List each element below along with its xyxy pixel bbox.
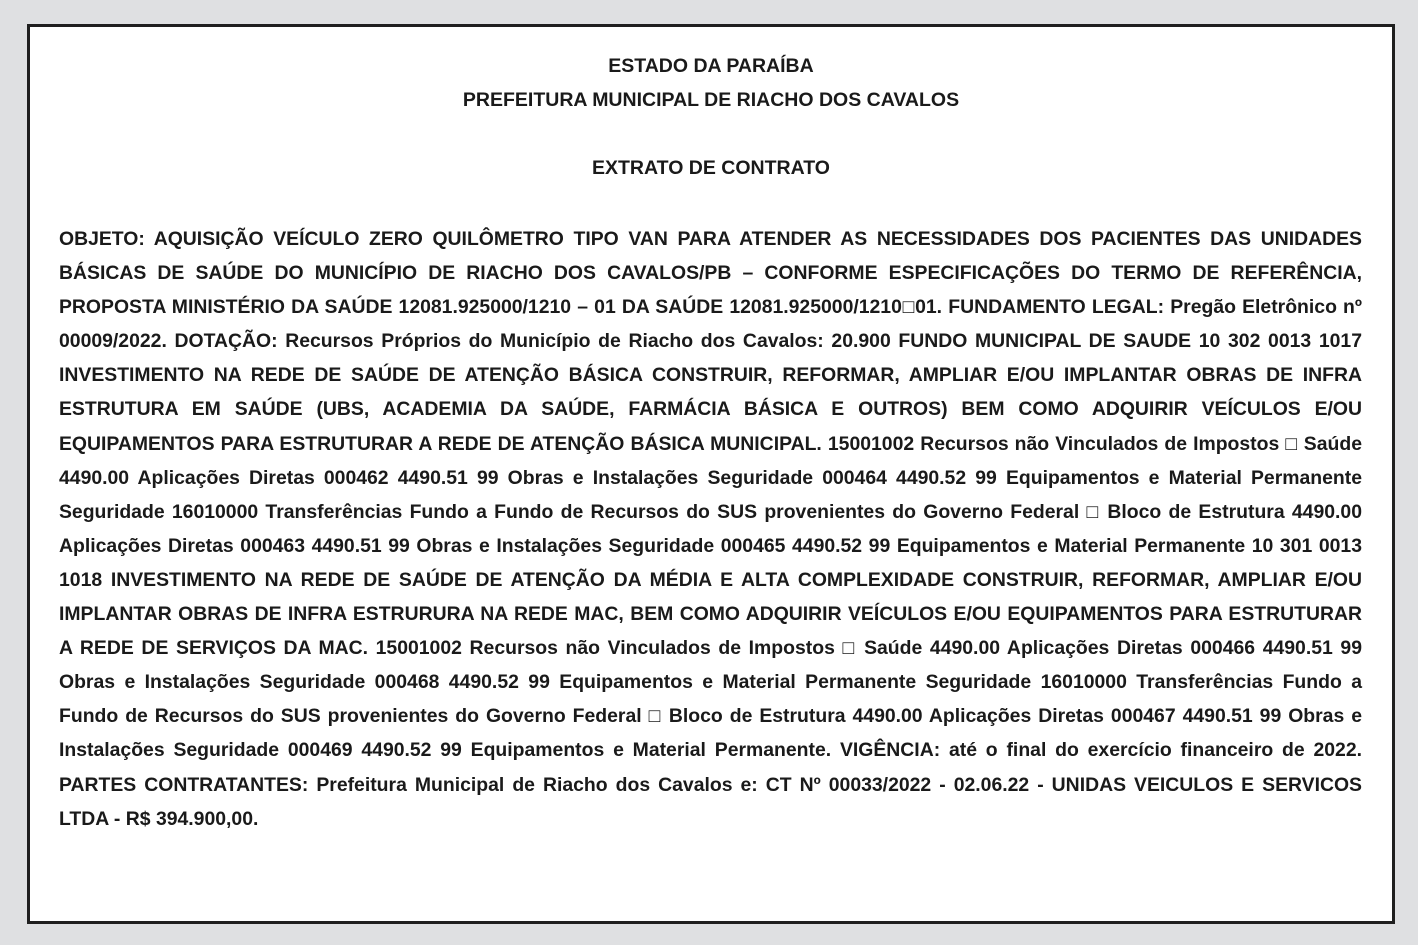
document-frame (27, 24, 1395, 924)
municipality-heading: PREFEITURA MUNICIPAL DE RIACHO DOS CAVALOS (462, 89, 960, 111)
contract-body-text: OBJETO: AQUISIÇÃO VEÍCULO ZERO QUILÔMETRO TIPO VAN PARA ATENDER AS NECESSIDADES DOS PACIENTES DAS UNIDADES BÁSICAS DE SAÚDE DO MUNICÍPIO DE RIACHO DOS CAVALOS/PB – CONFORME ESPECIFICAÇÕES DO TERMO DE REFERÊNCIA, PROPOSTA MINISTÉRIO DA SAÚDE 12081.925000/1210 – 01 DA SAÚDE 12081.925000/1210□01. FUNDAMENTO LEGAL: Pregão Eletrônico nº 00009/2022. DOTAÇÃO: Recursos Próprios do Município de Riacho dos Cavalos: 20.900 FUNDO MUNICIPAL DE SAUDE 10 302 0013 1017 INVESTIMENTO NA REDE DE SAÚDE DE ATENÇÃO BÁSICA CONSTRUIR, REFORMAR, AMPLIAR E/OU IMPLANTAR OBRAS DE INFRA ESTRUTURA EM SAÚDE (UBS, ACADEMIA DA SAÚDE, FARMÁCIA BÁSICA E OUTROS) BEM COMO ADQUIRIR VEÍCULOS E/OU EQUIPAMENTOS PARA ESTRUTURAR A REDE DE ATENÇÃO BÁSICA MUNICIPAL. 15001002 Recursos não Vinculados de Impostos □ Saúde 4490.00 Aplicações Diretas 000462 4490.51 99 Obras e Instalações Seguridade 000464 4490.52 99 Equipamentos e Material Permanente Seguridade 16010000 Transferências Fundo a Fundo de Recursos do SUS provenientes do Governo Federal □ Bloco de Estrutura 4490.00 Aplicações Diretas 000463 4490.51 99 Obras e Instalações Seguridade 000465 4490.52 99 Equipamentos e Material Permanente 10 301 0013 1018 INVESTIMENTO NA REDE DE SAÚDE DE ATENÇÃO DA MÉDIA E ALTA COMPLEXIDADE CONSTRUIR, REFORMAR, AMPLIAR E/OU IMPLANTAR OBRAS DE INFRA ESTRURURA NA REDE MAC, BEM COMO ADQUIRIR VEÍCULOS E/OU EQUIPAMENTOS PARA ESTRUTURAR A REDE DE SERVIÇOS DA MAC. 15001002 Recursos não Vinculados de Impostos □ Saúde 4490.00 Aplicações Diretas 000466 4490.51 99 Obras e Instalações Seguridade 000468 4490.52 99 Equipamentos e Material Permanente Seguridade 16010000 Transferências Fundo a Fundo de Recursos do SUS provenientes do Governo Federal □ Bloco de Estrutura 4490.00 Aplicações Diretas 000467 4490.51 99 Obras e Instalações Seguridade 000469 4490.52 99 Equipamentos e Material Permanente. VIGÊNCIA: até o final do exercício financeiro de 2022. PARTES CONTRATANTES: Prefeitura Municipal de Riacho dos Cavalos e: CT Nº 00033/2022 - 02.06.22 - UNIDAS VEICULOS E SERVICOS LTDA - R$ 394.900,00. (59, 228, 1362, 830)
document-title: EXTRATO DE CONTRATO (592, 157, 830, 179)
state-heading: ESTADO DA PARAÍBA (608, 55, 814, 77)
